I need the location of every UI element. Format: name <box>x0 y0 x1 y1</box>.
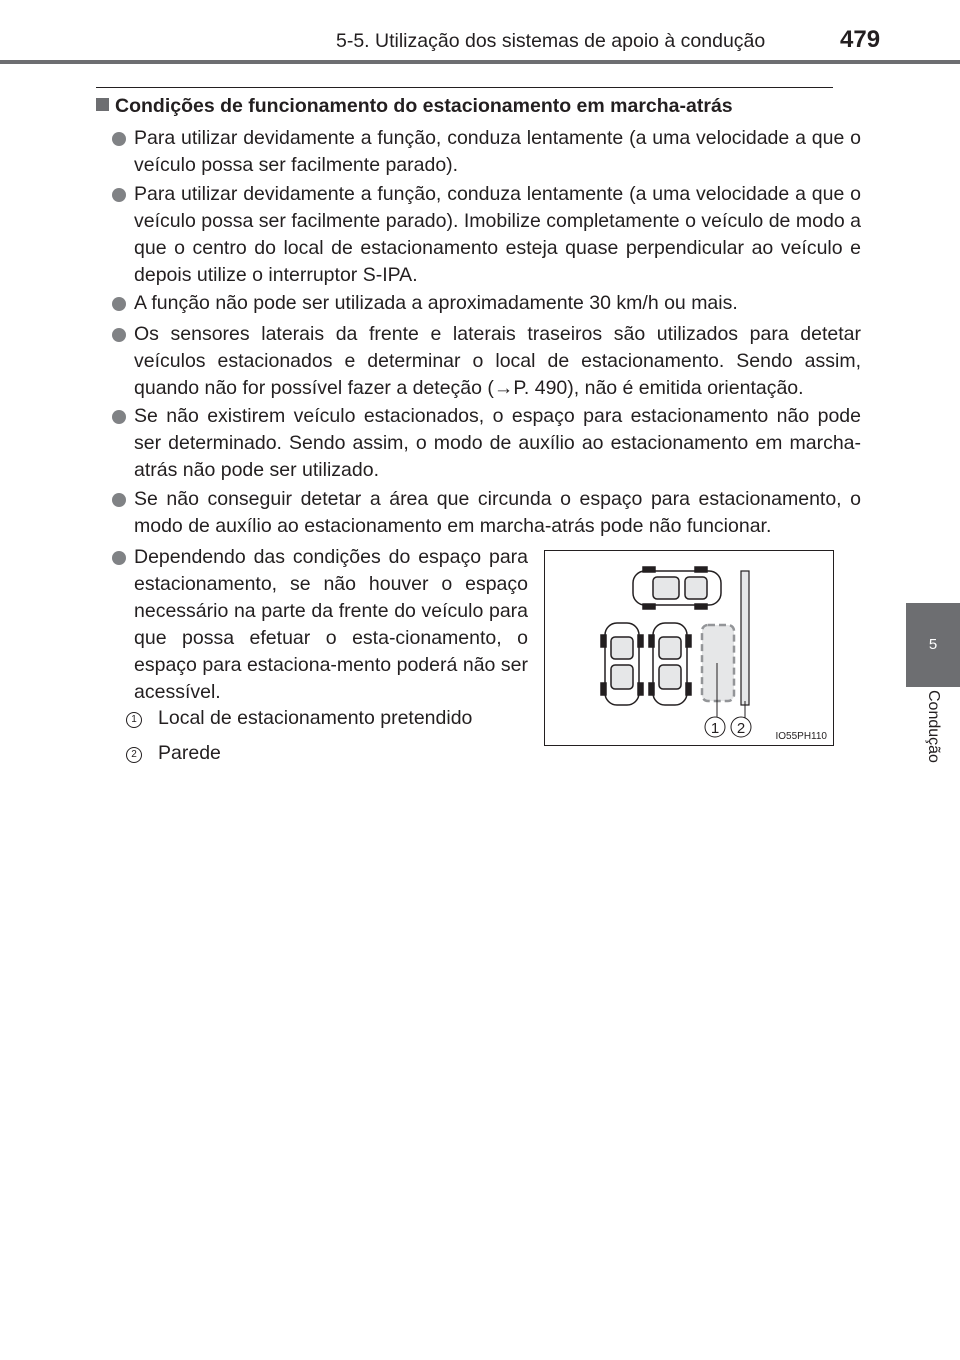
running-header-title: 5-5. Utilização dos sistemas de apoio à condução <box>336 30 766 52</box>
bullet-dot-icon <box>112 328 126 342</box>
parking-diagram-svg <box>545 551 833 745</box>
bullet-item <box>112 403 861 484</box>
chapter-label: Condução <box>925 690 942 763</box>
legend-item <box>126 741 221 765</box>
bullet-item <box>112 544 528 706</box>
section-heading-text: Condições de funcionamento do estacionamento em marcha-atrás <box>115 95 733 117</box>
callout-number: 2 <box>736 720 746 737</box>
bullet-dot-icon <box>112 551 126 565</box>
bullet-dot-icon <box>112 132 126 146</box>
bullet-text: Se não existirem veículo estacionados, o espaço para estacionamento não pode ser determinado. Sendo assim, o modo de auxílio ao estacionamento em marcha-atrás não pode ser utilizado. <box>134 405 861 481</box>
parked-car-icon <box>649 623 691 705</box>
legend-label: Local de estacionamento pretendido <box>158 707 473 729</box>
bullet-text: A função não pode ser utilizada a aproximadamente 30 km/h ou mais. <box>134 292 738 314</box>
parked-car-icon <box>601 623 643 705</box>
bullet-text: Para utilizar devidamente a função, conduza lentamente (a uma velocidade a que o veículo possa ser facilmente parado). Imobilize completamente o veículo de modo a que o centro do local de estacionamento esteja quase perpendicular ao veículo e depois utilize o interruptor S-IPA. <box>134 183 861 286</box>
parking-illustration <box>544 550 834 746</box>
legend-item <box>126 706 472 730</box>
bullet-text: Dependendo das condições do espaço para estacionamento, se não houver o espaço necessário na parte da frente do veículo para que possa efetuar o esta-cionamento, o espaço para estaciona-mento poderá não ser acessível. <box>134 546 528 703</box>
bullet-item <box>112 125 861 179</box>
bullet-dot-icon <box>112 493 126 507</box>
section-heading <box>96 95 836 118</box>
section-rule <box>96 87 833 88</box>
wall-shape <box>741 571 749 705</box>
target-parking-space <box>702 625 734 701</box>
legend-number: 2 <box>126 747 142 763</box>
square-bullet-icon <box>96 98 109 111</box>
figure-code: IO55PH110 <box>775 731 827 742</box>
passing-car-icon <box>633 567 721 609</box>
bullet-item <box>112 290 861 317</box>
page-number: 479 <box>840 26 881 53</box>
bullet-text: Para utilizar devidamente a função, conduza lentamente (a uma velocidade a que o veículo possa ser facilmente parado). <box>134 127 861 176</box>
bullet-dot-icon <box>112 410 126 424</box>
bullet-item <box>112 181 861 289</box>
bullet-dot-icon <box>112 188 126 202</box>
bullet-text: Se não conseguir detetar a área que circunda o espaço para estacionamento, o modo de auxílio ao estacionamento em marcha-atrás pode não funcionar. <box>134 488 861 537</box>
bullet-item <box>112 321 861 402</box>
bullet-item <box>112 486 861 540</box>
bullet-dot-icon <box>112 297 126 311</box>
legend-label: Parede <box>158 742 221 764</box>
chapter-tab: 5 <box>906 603 960 687</box>
header-rule <box>0 60 960 64</box>
bullet-text: Os sensores laterais da frente e laterais traseiros são utilizados para detetar veículos estacionados e determinar o local de estacionamento. Sendo assim, quando não for possível fazer a deteção (→P. 490), não é emitida orientação. <box>134 323 861 399</box>
legend-number: 1 <box>126 712 142 728</box>
callout-number: 1 <box>710 720 720 737</box>
